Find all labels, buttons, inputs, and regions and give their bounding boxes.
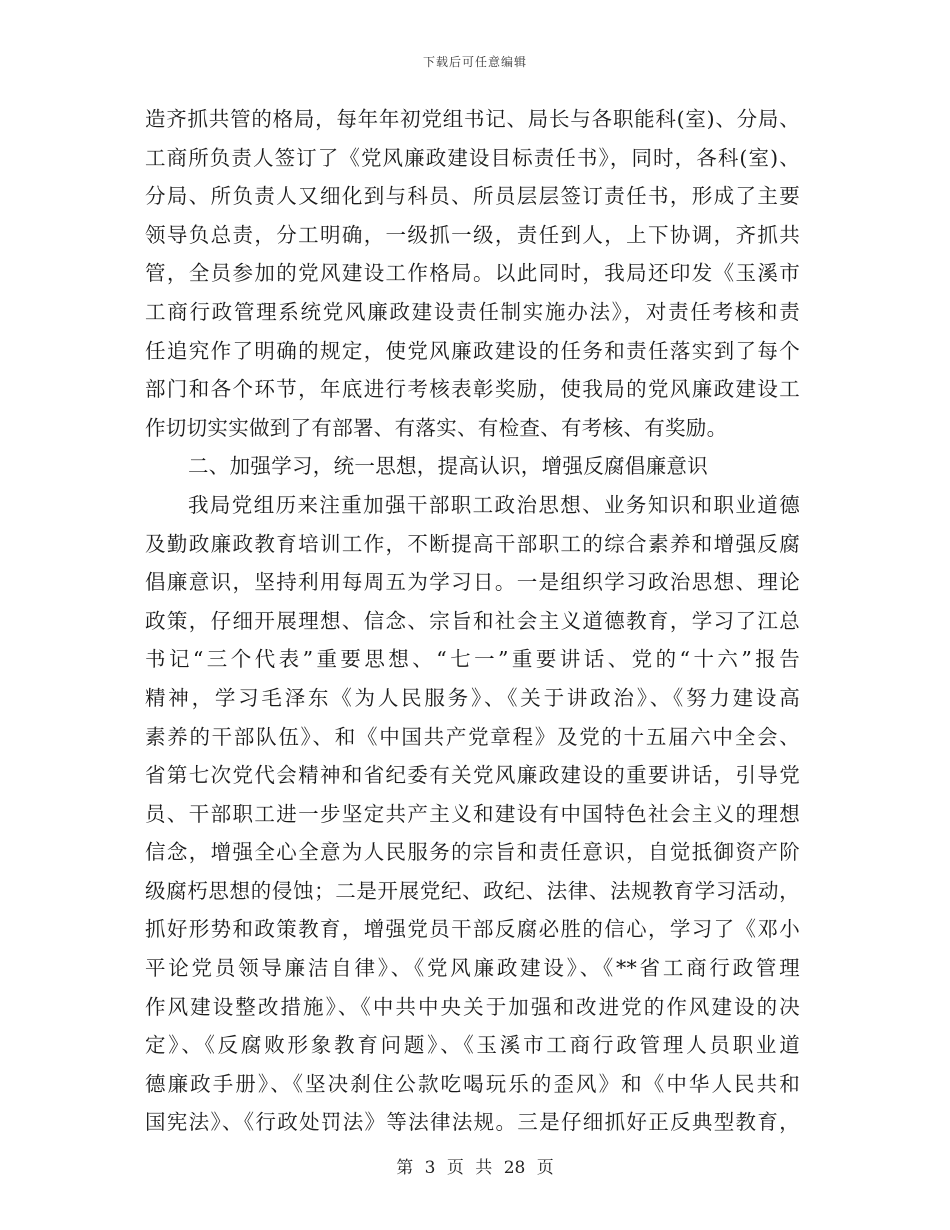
- text-line: 任追究作了明确的规定，使党风廉政建设的任务和责任落实到了每个: [145, 338, 800, 363]
- text-line: 定》、《反腐败形象教育问题》、《玉溪市工商行政管理人员职业道: [145, 1033, 800, 1058]
- page-number: 第 3 页 共 28 页: [396, 1158, 554, 1178]
- text-line: 作风建设整改措施》、《中共中央关于加强和改进党的作风建设的决: [145, 994, 800, 1019]
- text-line: 书记“三个代表”重要思想、“七一”重要讲话、党的“十六”报告: [145, 647, 800, 672]
- text-line: 倡廉意识，坚持利用每周五为学习日。一是组织学习政治思想、理论: [145, 570, 800, 595]
- text-line: 工商行政管理系统党风廉政建设责任制实施办法》，对责任考核和责: [145, 299, 800, 324]
- text-line: 部门和各个环节，年底进行考核表彰奖励，使我局的党风廉政建设工: [145, 377, 800, 402]
- text-line: 管，全员参加的党风建设工作格局。以此同时，我局还印发《玉溪市: [145, 261, 800, 286]
- text-line: 及勤政廉政教育培训工作，不断提高干部职工的综合素养和增强反腐: [145, 531, 800, 556]
- text-line: 员、干部职工进一步坚定共产主义和建设有中国特色社会主义的理想: [145, 801, 800, 826]
- text-line: 分局、所负责人又细化到与科员、所员层层签订责任书，形成了主要: [145, 184, 800, 209]
- page-header-note: 下载后可任意编辑: [422, 55, 527, 69]
- document-body: [145, 100, 800, 1142]
- text-line: 作切切实实做到了有部署、有落实、有检查、有考核、有奖励。: [145, 415, 728, 440]
- text-line: 抓好形势和政策教育，增强党员干部反腐必胜的信心，学习了《邓小: [145, 917, 800, 942]
- text-line: 级腐朽思想的侵蚀；二是开展党纪、政纪、法律、法规教育学习活动，: [145, 878, 800, 903]
- text-line: 德廉政手册》、《坚决刹住公款吃喝玩乐的歪风》和《中华人民共和: [145, 1071, 800, 1096]
- text-line: 我局党组历来注重加强干部职工政治思想、业务知识和职业道德: [188, 492, 800, 517]
- text-line: 政策，仔细开展理想、信念、宗旨和社会主义道德教育，学习了江总: [145, 608, 800, 633]
- section-heading: 二、加强学习，统一思想，提高认识，增强反腐倡廉意识: [188, 454, 708, 479]
- text-line: 领导负总责，分工明确，一级抓一级，责任到人，上下协调，齐抓共: [145, 222, 800, 247]
- text-line: 平论党员领导廉洁自律》、《党风廉政建设》、《**省工商行政管理: [145, 956, 800, 981]
- text-line: 素养的干部队伍》、和《中国共产党章程》及党的十五届六中全会、: [145, 724, 800, 749]
- text-line: 造齐抓共管的格局，每年年初党组书记、局长与各职能科(室)、分局、: [145, 107, 800, 131]
- text-line: 信念，增强全心全意为人民服务的宗旨和责任意识，自觉抵御资产阶: [145, 840, 800, 865]
- text-line: 精神，学习毛泽东《为人民服务》、《关于讲政治》、《努力建设高: [145, 685, 800, 710]
- text-line: 国宪法》、《行政处罚法》等法律法规。三是仔细抓好正反典型教育，: [145, 1110, 800, 1135]
- text-line: 省第七次党代会精神和省纪委有关党风廉政建设的重要讲话，引导党: [145, 763, 800, 788]
- text-line: 工商所负责人签订了《党风廉政建设目标责任书》，同时，各科(室)、: [145, 145, 800, 170]
